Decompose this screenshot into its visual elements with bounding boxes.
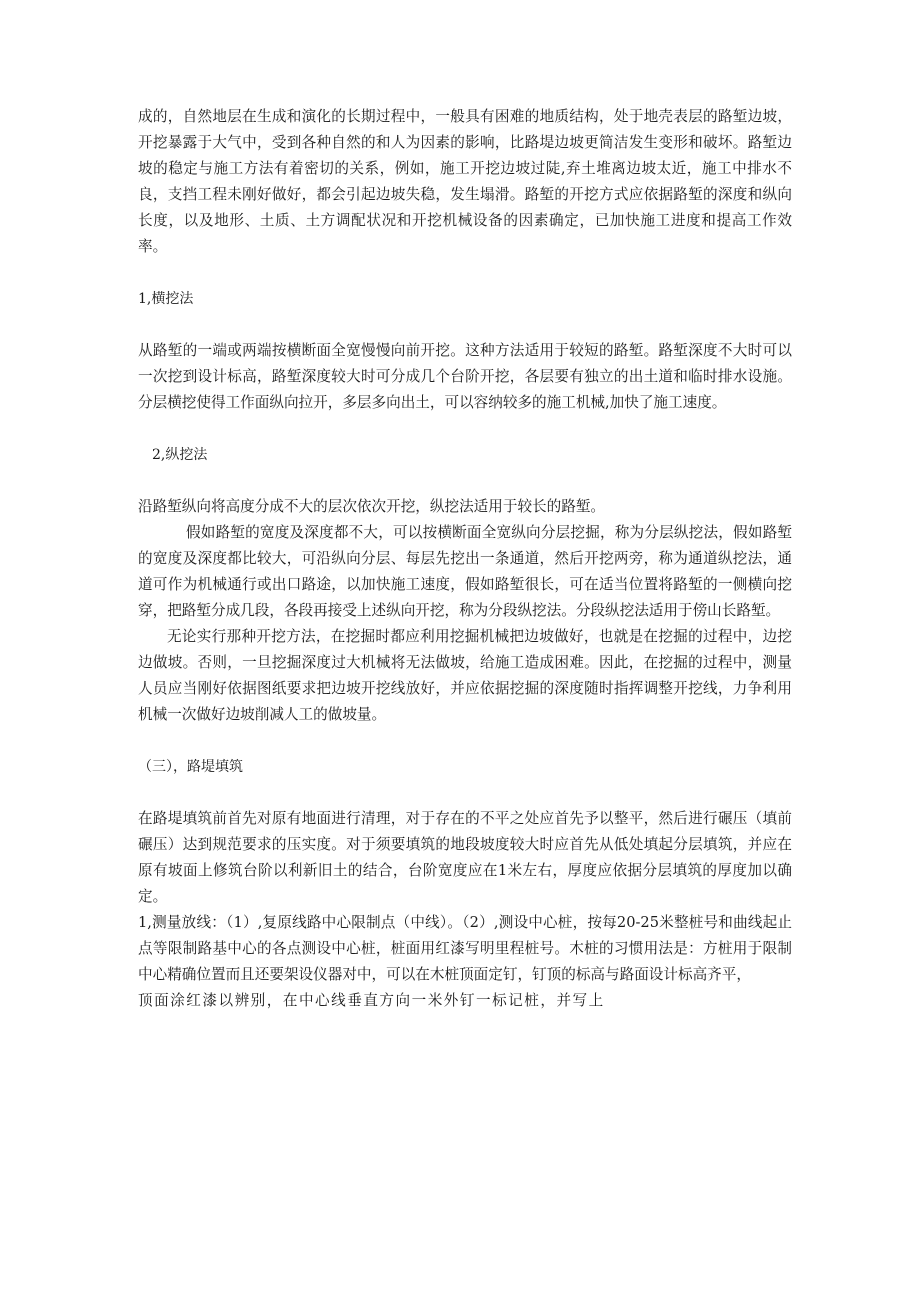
heading-longitudinal-excavation: 2,纵挖法	[152, 447, 208, 463]
spacer	[138, 312, 792, 338]
spacer	[138, 728, 792, 754]
paragraph-survey-setout-continued: 顶面涂红漆以辨别，在中心线垂直方向一米外钉一标记桩，并写上	[138, 992, 605, 1009]
paragraph-longitudinal-intro: 沿路堑纵向将高度分成不大的层次依次开挖，纵挖法适用于较长的路堑。	[138, 498, 606, 515]
paragraph-cross-excavation: 从路堑的一端或两端按横断面全宽慢慢向前开挖。这种方法适用于较短的路堑。路堑深度不大时可以一次挖到设计标高，路堑深度较大时可分成几个台阶开挖，各层要有独立的出土道和临时排水设施。分层横挖使得工作面纵向拉开，多层多向出土，可以容纳较多的施工机械,加快了施工速度。	[138, 342, 792, 411]
spacer	[138, 416, 792, 442]
heading-cross-excavation: 1,横挖法	[138, 291, 194, 307]
paragraph-longitudinal-methods: 假如路堑的宽度及深度都不大，可以按横断面全宽纵向分层挖掘，称为分层纵挖法，假如路堑的宽度及深度都比较大，可沿纵向分层、每层先挖出一条通道，然后开挖两旁，称为通道纵挖法，通道可作为机械通行或出口路途，以加快施工速度，假如路堑很长，可在适当位置将路堑的一侧横向挖穿，把路堑分成几段，各段再接受上述纵向开挖，称为分段纵挖法。分段纵挖法适用于傍山长路堑。	[138, 524, 792, 619]
spacer	[138, 468, 792, 494]
document-page	[138, 104, 792, 1014]
paragraph-intro: 成的，自然地层在生成和演化的长期过程中，一般具有困难的地质结构，处于地壳表层的路堑边坡，开挖暴露于大气中，受到各种自然的和人为因素的影响，比路堤边坡更简洁发生变形和破坏。路堑边坡的稳定与施工方法有着密切的关系，例如，施工开挖边坡过陡,弃土堆离边坡太近，施工中排水不良，支挡工程未刚好做好，都会引起边坡失稳，发生塌滑。路堑的开挖方式应依据路堑的深度和纵向长度，以及地形、土质、土方调配状况和开挖机械设备的因素确定，已加快施工进度和提高工作效率。	[138, 108, 792, 255]
paragraph-embankment-filling: 在路堤填筑前首先对原有地面进行清理，对于存在的不平之处应首先予以整平，然后进行碾压（填前碾压）达到规范要求的压实度。对于须要填筑的地段坡度较大时应首先从低处填起分层填筑，并应在原有坡面上修筑台阶以利新旧土的结合，台阶宽度应在1米左右，厚度应依据分层填筑的厚度加以确定。	[138, 810, 792, 905]
spacer	[138, 780, 792, 806]
paragraph-survey-setout: 1,测量放线：（1）,复原线路中心限制点（中线）。（2）,测设中心桩，按每20-25米整桩号和曲线起止点等限制路基中心的各点测设中心桩，桩面用红漆写明里程桩号。木桩的习惯用法是：方桩用于限制中心精确位置而且还要架设仪器对中，可以在木桩顶面定钉，钉顶的标高与路面设计标高齐平，	[138, 914, 792, 983]
heading-embankment-filling: （三），路堤填筑	[138, 759, 243, 775]
spacer	[138, 260, 792, 286]
paragraph-slope-control: 无论实行那种开挖方法，在挖掘时都应利用挖掘机械把边坡做好，也就是在挖掘的过程中，边挖边做坡。否则，一旦挖掘深度过大机械将无法做坡，给施工造成困难。因此，在挖掘的过程中，测量人员应当刚好依据图纸要求把边坡开挖线放好，并应依据挖掘的深度随时指挥调整开挖线，力争利用机械一次做好边坡削减人工的做坡量。	[138, 628, 792, 723]
